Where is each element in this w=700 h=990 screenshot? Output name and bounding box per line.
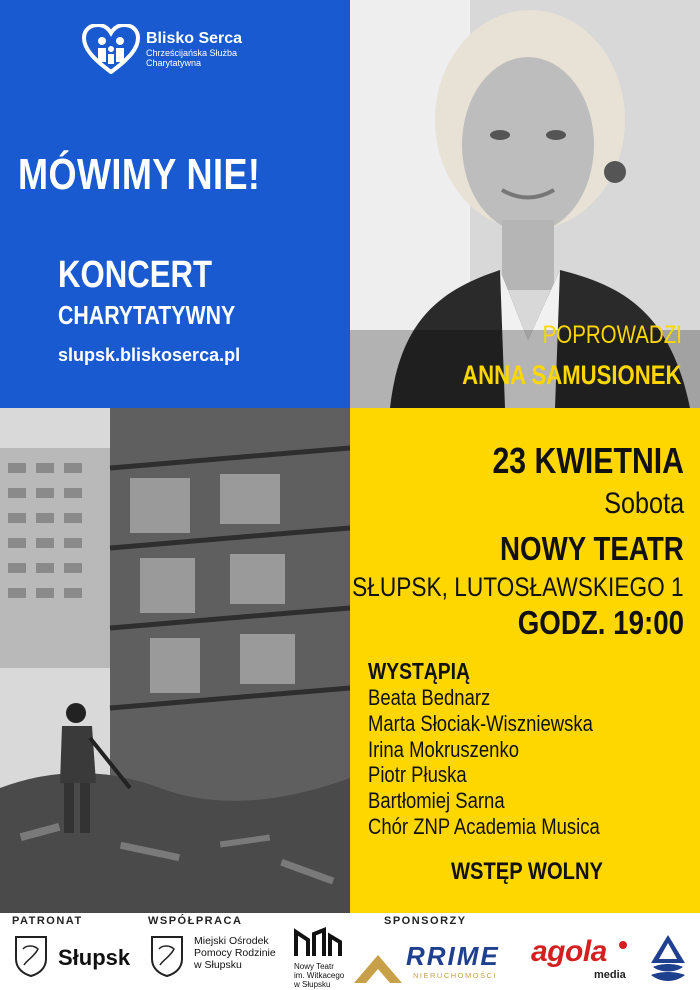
event-type-line-1: KONCERT: [58, 254, 213, 296]
performer-name: Chór ZNP Academia Musica: [368, 813, 600, 839]
sponsors-footer: [0, 913, 700, 990]
performer-name: Beata Bednarz: [368, 685, 491, 710]
performer-name: Bartłomiej Sarna: [368, 788, 505, 814]
mops-line-1: Miejski Ośrodek: [194, 935, 269, 947]
event-venue: NOWY TEATR: [500, 530, 684, 567]
website-url: slupsk.bliskoserca.pl: [58, 345, 241, 365]
mops-crest-icon: [150, 935, 184, 977]
host-photo-panel: [350, 0, 700, 408]
host-name: ANNA SAMUSIONEK: [462, 360, 682, 390]
theatre-line-3: w Słupsku: [294, 980, 331, 989]
mops-line-3: w Słupsku: [194, 959, 242, 971]
ruins-photo-panel: [0, 408, 350, 913]
mops-name: [194, 935, 276, 971]
event-address: SŁUPSK, LUTOSŁAWSKIEGO 1: [352, 572, 684, 602]
destroyed-building-image: [0, 408, 350, 913]
admission-info: WSTĘP WOLNY: [451, 858, 603, 885]
event-type-line-2: CHARYTATYWNY: [58, 300, 236, 330]
theatre-line-2: im. Witkacego: [294, 971, 345, 980]
organization-name: Blisko Serca: [146, 30, 243, 47]
performer-name: Piotr Płuska: [368, 762, 467, 788]
church-logo-icon: [645, 933, 691, 987]
performers-title: WYSTĄPIĄ: [368, 658, 470, 684]
agola-brand: agola: [531, 935, 607, 968]
city-crest-icon: [14, 935, 48, 977]
prime-brand: RRIME: [406, 941, 500, 971]
agola-dot-icon: [619, 941, 627, 949]
organization-subtitle-1: Chrześcijańska Służba: [146, 48, 238, 58]
cooperation-label: WSPÓŁPRACA: [148, 915, 243, 927]
city-name: Słupsk: [58, 945, 131, 970]
agola-subtitle: media: [594, 969, 626, 981]
blue-header-panel: [0, 0, 350, 408]
performer-name: Irina Mokruszenko: [368, 736, 519, 762]
host-label: POPROWADZI: [542, 321, 682, 349]
mops-line-2: Pomocy Rodzinie: [194, 947, 276, 959]
event-weekday: Sobota: [604, 487, 684, 520]
patronage-label: PATRONAT: [12, 915, 83, 927]
theatre-logo-icon: [290, 926, 344, 960]
organization-subtitle-2: Charytatywna: [146, 58, 202, 68]
theatre-name: [294, 962, 344, 989]
organization-logo: [82, 24, 242, 74]
heart-family-icon: [82, 24, 140, 74]
headline: MÓWIMY NIE!: [18, 150, 261, 199]
performer-name: Marta Słociak-Wiszniewska: [368, 710, 593, 736]
prime-subtitle: NIERUCHOMOŚCI: [413, 971, 498, 980]
performers-list: [368, 685, 644, 840]
sponsors-label: SPONSORZY: [384, 915, 467, 927]
event-time: GODZ. 19:00: [517, 604, 684, 641]
theatre-line-1: Nowy Teatr: [294, 962, 334, 971]
event-date: 23 KWIETNIA: [492, 440, 684, 481]
